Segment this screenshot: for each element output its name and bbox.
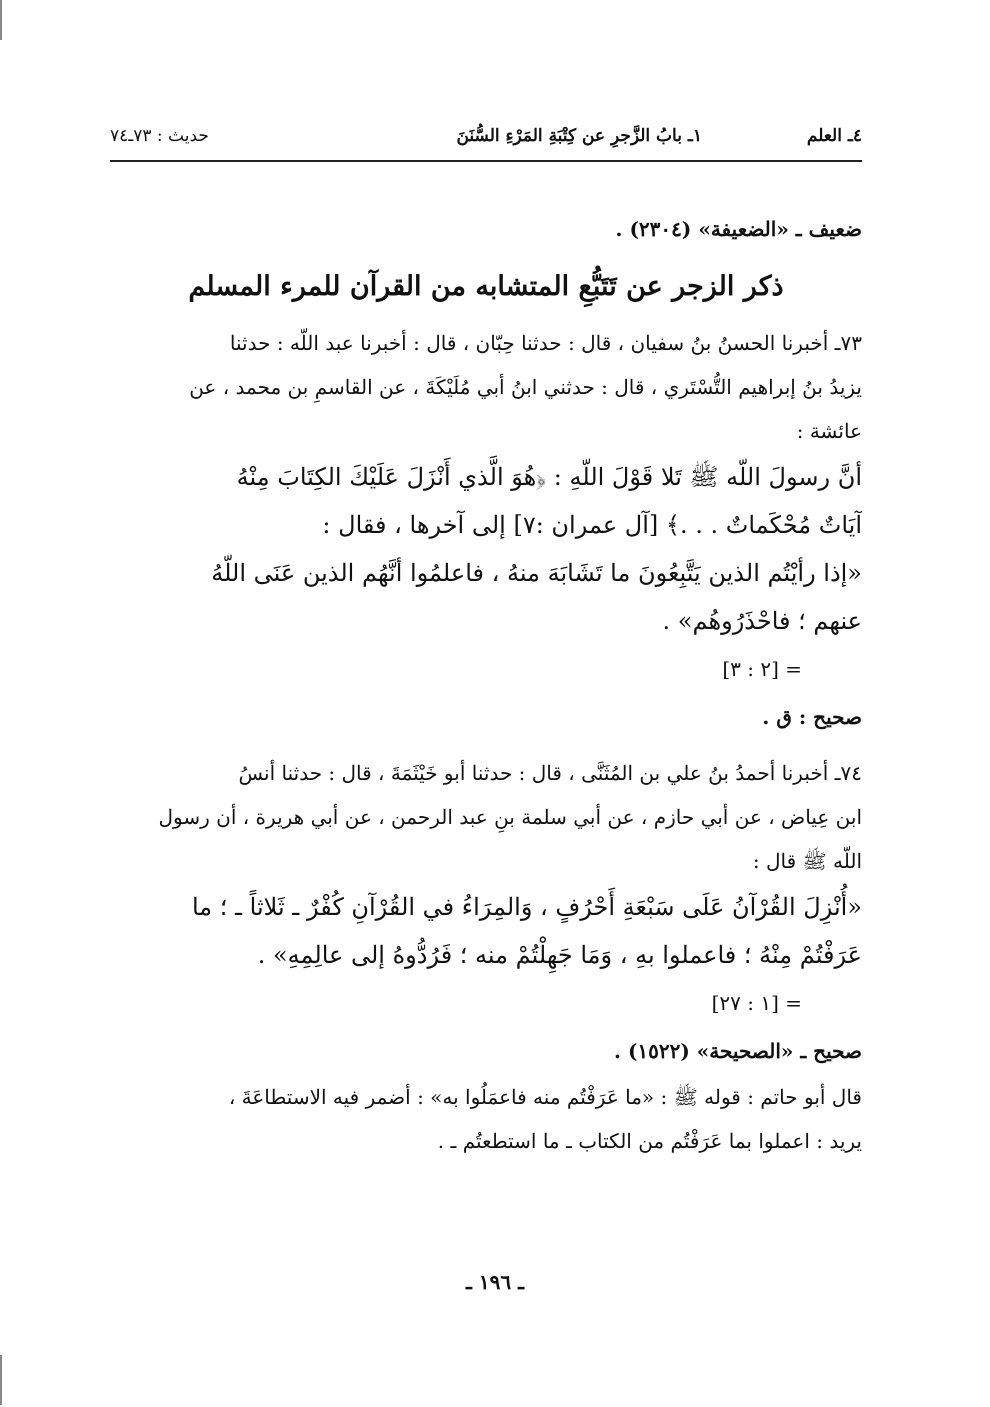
header-divider [110, 160, 862, 162]
hadith-74-isnad-line: ابن عِياض ، عن أبي حازم ، عن أبي سلمة بنِ عبد الرحمن ، عن أبي هريرة ، أن رسول [158, 805, 862, 829]
hadith-73-matn-line: آيَاتٌ مُحْكَماتٌ . . .﴾ [آل عمران :٧] إلى آخرها ، فقال : [322, 511, 862, 539]
section-title: ذكر الزجر عن تَتَبُّعِ المتشابه من القرآن للمرء المسلم [188, 271, 784, 302]
scan-edge-mark [0, 0, 2, 40]
commentary-line: يريد : اعملوا بما عَرَفْتُم من الكتاب ـ ما استطعتُم ـ . [437, 1129, 862, 1153]
page-body [110, 205, 862, 1163]
hadith-74-matn-line: عَرَفْتُمْ مِنْهُ ؛ فاعملوا بهِ ، وَمَا جَهِلْتُمْ منه ؛ فَرُدُّوهُ إلى عالِمِهِ» . [257, 941, 862, 969]
hadith-73-grade: صحيح : ق . [762, 705, 862, 729]
previous-hadith-grade: ضعيف ـ «الضعيفة» (٢٣٠٤) . [615, 217, 862, 241]
header-bab-title: ١ـ بابُ الزَّجرِ عن كِتْبَةِ المَرْءِ السُّنَنَ [456, 126, 702, 146]
hadith-73-isnad-line: عائشة : [796, 419, 862, 443]
header-chapter: ٤ـ العلم [806, 126, 862, 146]
hadith-73-matn-line: عنهم ؛ فاحْذَرُوهُم» . [662, 607, 862, 635]
hadith-73-isnad-line: يزيدُ بنُ إبراهيم التُّسْتَري ، قال : حدثني ابنُ أبي مُلَيْكَةَ ، عن القاسمِ بن محمد ، عن [189, 375, 862, 399]
hadith-74-isnad-line: اللّه ﷺ قال : [752, 849, 862, 873]
header-hadith-range: حديث : ٧٣ـ٧٤ [110, 126, 209, 146]
spacer [110, 741, 862, 751]
hadith-74-isnad-line: ٧٤ـ أخبرنا أحمدُ بنُ علي بن المُثَنَّى ، قال : حدثنا أبو خَيْثَمَةَ ، قال : حدثنا أنسُ [238, 761, 862, 785]
hadith-74-matn-line: «أُنْزِلَ القُرْآنُ عَلَى سَبْعَةِ أَحْرُفٍ ، وَالمِرَاءُ في القُرْآنِ كُفْرٌ ـ ثَلاثاً ـ ؛ ما [191, 893, 862, 921]
hadith-73-isnad-line: ٧٣ـ أخبرنا الحسنُ بنُ سفيان ، قال : حدثنا حِبّان ، قال : أخبرنا عبد اللّه : حدثنا [229, 331, 862, 355]
hadith-73-matn-line: أنَّ رسولَ اللّه ﷺ تَلا قَوْلَ اللّهِ : ﴿هُوَ الَّذي أَنْزَلَ عَلَيْكَ الكِتَابَ مِنْهُ [236, 463, 862, 491]
hadith-73-matn-line: «إذا رأيْتُم الذين يَتَّبِعُونَ ما تَشَابَهَ منهُ ، فاعلمُوا أنَّهُم الذين عَنَى اللّهُ [211, 559, 862, 587]
page-number: ـ ١٩٦ ـ [466, 1270, 524, 1294]
running-header [110, 118, 862, 158]
hadith-74-grade: صحيح ـ «الصحيحة» (١٥٢٢) . [614, 1039, 862, 1063]
hadith-74-cross-reference: = [١ : ٢٧] [711, 991, 802, 1015]
scan-edge-mark [0, 1355, 2, 1405]
commentary-line: قال أبو حاتم : قوله ﷺ : «ما عَرَفْتُم منه فاعمَلُوا به» : أضمر فيه الاستطاعَةَ ، [228, 1085, 862, 1109]
hadith-73-cross-reference: = [٢ : ٣] [722, 657, 802, 681]
